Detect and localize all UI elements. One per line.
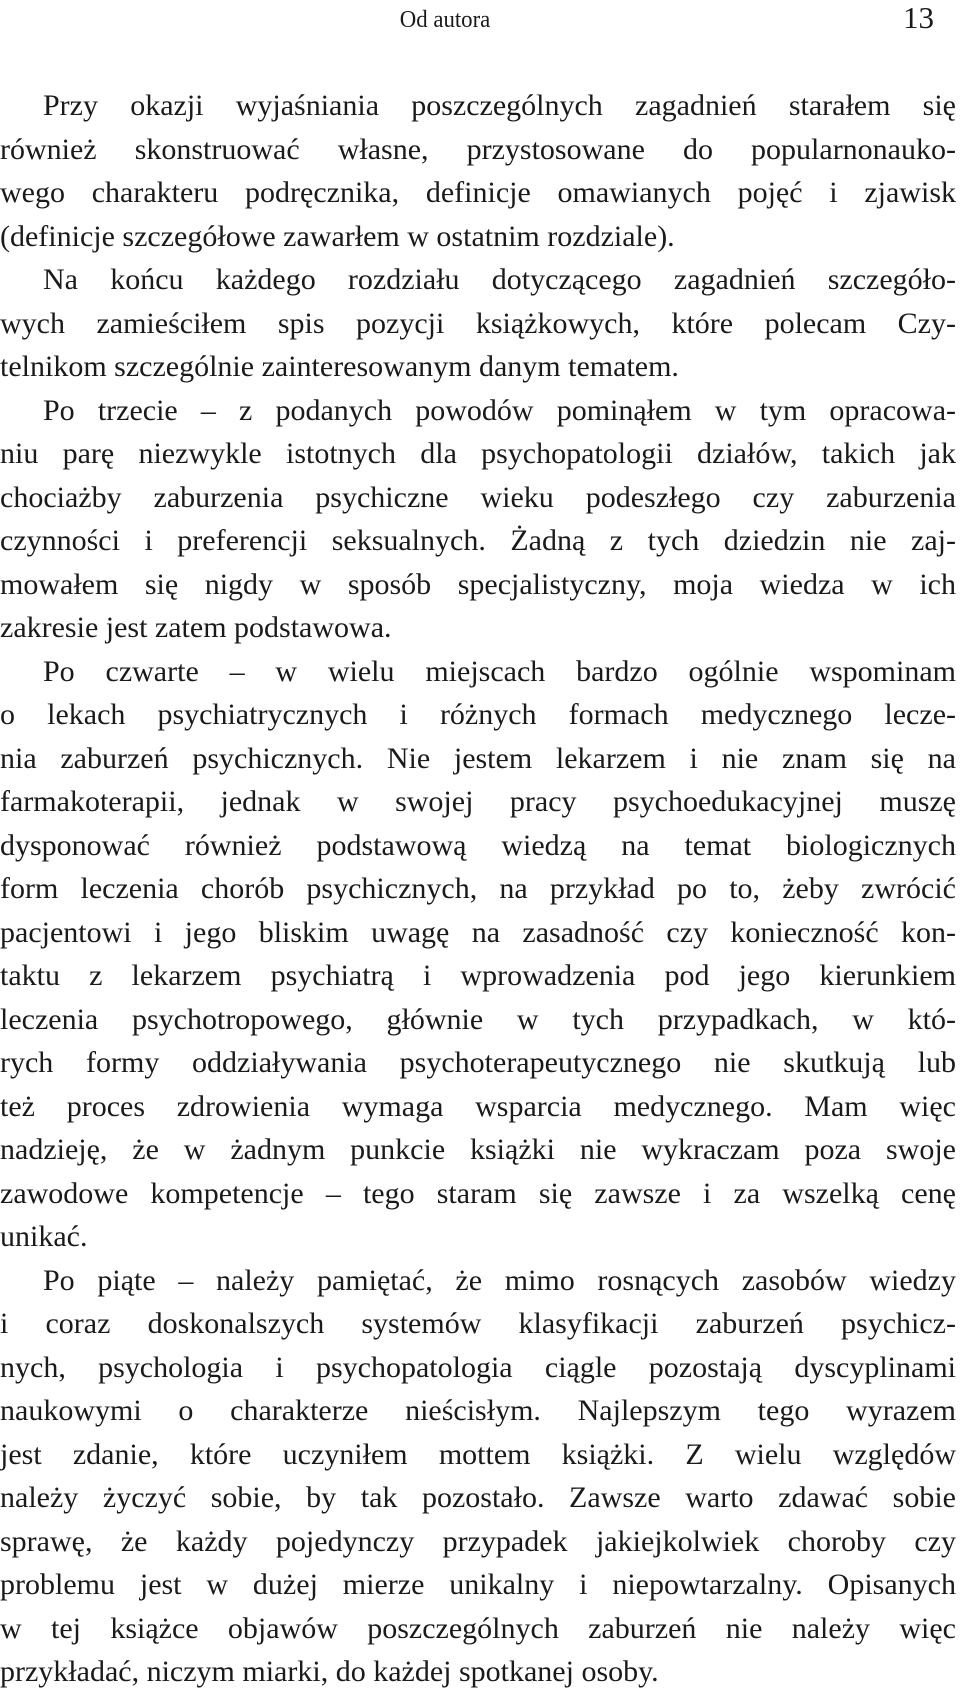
text-line: niu parę niezwykle istotnych dla psychopatologii działów, takich jak xyxy=(0,437,956,470)
text-line: Na końcu każdego rozdziału dotyczącego zagadnień szczegóło- xyxy=(43,263,956,296)
text-line: mowałem się nigdy w sposób specjalistyczny, moja wiedza w ich xyxy=(0,567,956,601)
text-line: telnikom szczególnie zainteresowanym danym tematem. xyxy=(0,350,679,383)
text-line: też proces zdrowienia wymaga wsparcia medycznego. Mam więc xyxy=(0,1089,956,1123)
text-line: i coraz doskonalszych systemów klasyfikacji zaburzeń psychicz- xyxy=(0,1307,956,1340)
text-line: Po czwarte – w wielu miejscach bardzo ogólnie wspominam xyxy=(43,654,956,688)
text-line: unikać. xyxy=(0,1220,88,1253)
text-line: nych, psychologia i psychopatologia ciągle pozostają dyscyplinami xyxy=(0,1350,956,1384)
text-line: rych formy oddziaływania psychoterapeutycznego nie skutkują lub xyxy=(0,1046,956,1079)
text-line: również skonstruować własne, przystosowane do popularnonauko- xyxy=(0,132,956,166)
page-header xyxy=(0,0,960,40)
text-line: Po trzecie – z podanych powodów pominąłem w tym opracowa- xyxy=(43,393,956,427)
paragraph xyxy=(0,84,956,258)
text-line: jest zdanie, które uczyniłem mottem książki. Z wielu względów xyxy=(0,1437,956,1471)
text-line: czynności i preferencji seksualnych. Żadną z tych dziedzin nie zaj- xyxy=(0,524,956,557)
text-line: Po piąte – należy pamiętać, że mimo rosnących zasobów wiedzy xyxy=(43,1263,956,1297)
text-line: zawodowe kompetencje – tego staram się zawsze i za wszelką cenę xyxy=(0,1176,956,1210)
text-line: przykładać, niczym miarki, do każdej spotkanej osoby. xyxy=(0,1655,659,1688)
running-head: Od autora xyxy=(399,7,490,33)
text-line: farmakoterapii, jednak w swojej pracy psychoedukacyjnej muszę xyxy=(0,785,956,818)
text-line: form leczenia chorób psychicznych, na przykład po to, żeby zwrócić xyxy=(0,872,956,905)
text-line: o lekach psychiatrycznych i różnych formach medycznego lecze- xyxy=(0,698,956,731)
text-line: taktu z lekarzem psychiatrą i wprowadzenia pod jego kierunkiem xyxy=(0,959,956,992)
text-line: należy życzyć sobie, by tak pozostało. Zawsze warto zdawać sobie xyxy=(0,1481,956,1514)
text-line: leczenia psychotropowego, głównie w tych przypadkach, w któ- xyxy=(0,1002,956,1036)
text-line: Przy okazji wyjaśniania poszczególnych zagadnień starałem się xyxy=(43,89,956,122)
text-line: (definicje szczegółowe zawarłem w ostatnim rozdziale). xyxy=(0,219,675,253)
text-line: nadzieję, że w żadnym punkcie książki nie wykraczam poza swoje xyxy=(0,1133,956,1166)
text-line: zakresie jest zatem podstawowa. xyxy=(0,611,392,644)
paragraph xyxy=(0,389,956,650)
paragraph xyxy=(0,650,956,1259)
paragraph xyxy=(0,1259,956,1694)
page-number: 13 xyxy=(903,0,934,35)
text-line: wego charakteru podręcznika, definicje omawianych pojęć i zjawisk xyxy=(0,176,956,209)
text-line: naukowymi o charakterze nieścisłym. Najlepszym tego wyrazem xyxy=(0,1394,956,1427)
text-line: nia zaburzeń psychicznych. Nie jestem lekarzem i nie znam się na xyxy=(0,741,956,775)
text-line: chociażby zaburzenia psychiczne wieku podeszłego czy zaburzenia xyxy=(0,480,956,514)
text-line: w tej książce objawów poszczególnych zaburzeń nie należy więc xyxy=(0,1611,956,1645)
text-line: dysponować również podstawową wiedzą na temat biologicznych xyxy=(0,828,956,862)
text-line: pacjentowi i jego bliskim uwagę na zasadność czy konieczność kon- xyxy=(0,915,956,949)
paragraph xyxy=(0,258,956,389)
body-text xyxy=(0,84,956,1694)
text-line: wych zamieściłem spis pozycji książkowych, które polecam Czy- xyxy=(0,306,956,340)
text-line: sprawę, że każdy pojedynczy przypadek jakiejkolwiek choroby czy xyxy=(0,1524,956,1558)
text-line: problemu jest w dużej mierze unikalny i niepowtarzalny. Opisanych xyxy=(0,1568,956,1601)
